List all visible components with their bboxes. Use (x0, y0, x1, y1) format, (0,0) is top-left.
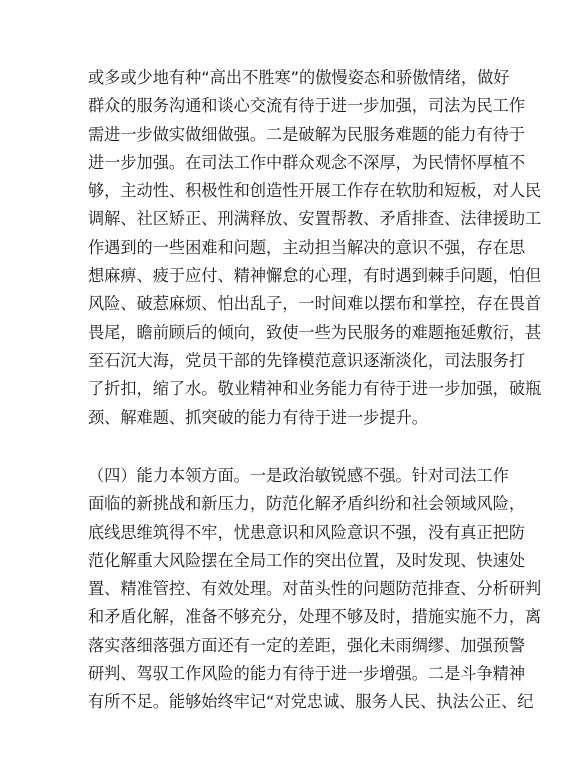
text-line: 范化解重大风险摆在全局工作的突出位置，及时发现、快速处 (88, 550, 526, 570)
text-line: 研判、驾驭工作风险的能力有待于进一步增强。二是斗争精神 (88, 664, 526, 684)
text-line: 风险、破惹麻烦、怕出乱子，一时间难以摆布和掌控，存在畏首 (88, 294, 542, 314)
text-line: 和矛盾化解，准备不够充分，处理不够及时，措施实施不力，离 (88, 607, 542, 627)
text-line: 作遇到的一些困难和问题，主动担当解决的意识不强，存在思 (88, 237, 526, 257)
text-line: 群众的服务沟通和谈心交流有待于进一步加强，司法为民工作 (88, 96, 526, 116)
text-line: 底线思维筑得不牢，忧患意识和风险意识不强，没有真正把防 (88, 522, 526, 542)
text-line: 或多或少地有种“高出不胜寒”的傲慢姿态和骄傲情绪，做好 (88, 68, 510, 87)
text-line: 至石沉大海，党员干部的先锋模范意识逐渐淡化，司法服务打 (88, 350, 526, 370)
text-line: 想麻痹、疲于应付、精神懈怠的心理，有时遇到棘手问题，怕但 (88, 266, 542, 286)
text-line: 够，主动性、积极性和创造性开展工作存在软肋和短板，对人民 (88, 181, 542, 201)
text-line: 置、精准管控、有效处理。对苗头性的问题防范排查、分析研判 (88, 579, 542, 599)
text-line: 有所不足。能够始终牢记“对党忠诚、服务人民、执法公正、纪 (88, 692, 534, 712)
text-line: 面临的新挑战和新压力，防范化解矛盾纠纷和社会领域风险， (88, 494, 526, 514)
text-line: 落实落细落强方面还有一定的差距，强化未雨绸缪、加强预警 (88, 635, 526, 655)
text-line: 畏尾，瞻前顾后的倾向，致使一些为民服务的难题拖延敷衍，甚 (88, 322, 542, 342)
text-line: 调解、社区矫正、刑满释放、安置帮教、矛盾排查、法律援助工 (88, 209, 542, 229)
paragraph-2 (88, 462, 542, 717)
text-line: 颈、解难题、抓突破的能力有待于进一步提升。 (88, 407, 428, 427)
text-line: （四）能力本领方面。一是政治敏锐感不强。针对司法工作 (88, 466, 509, 485)
text-line: 了折扣，缩了水。敬业精神和业务能力有待于进一步加强，破瓶 (88, 379, 542, 399)
text-line: 需进一步做实做细做强。二是破解为民服务难题的能力有待于 (88, 124, 526, 144)
text-line: 进一步加强。在司法工作中群众观念不深厚，为民情怀厚植不 (88, 152, 526, 172)
paragraph-1 (88, 64, 542, 432)
